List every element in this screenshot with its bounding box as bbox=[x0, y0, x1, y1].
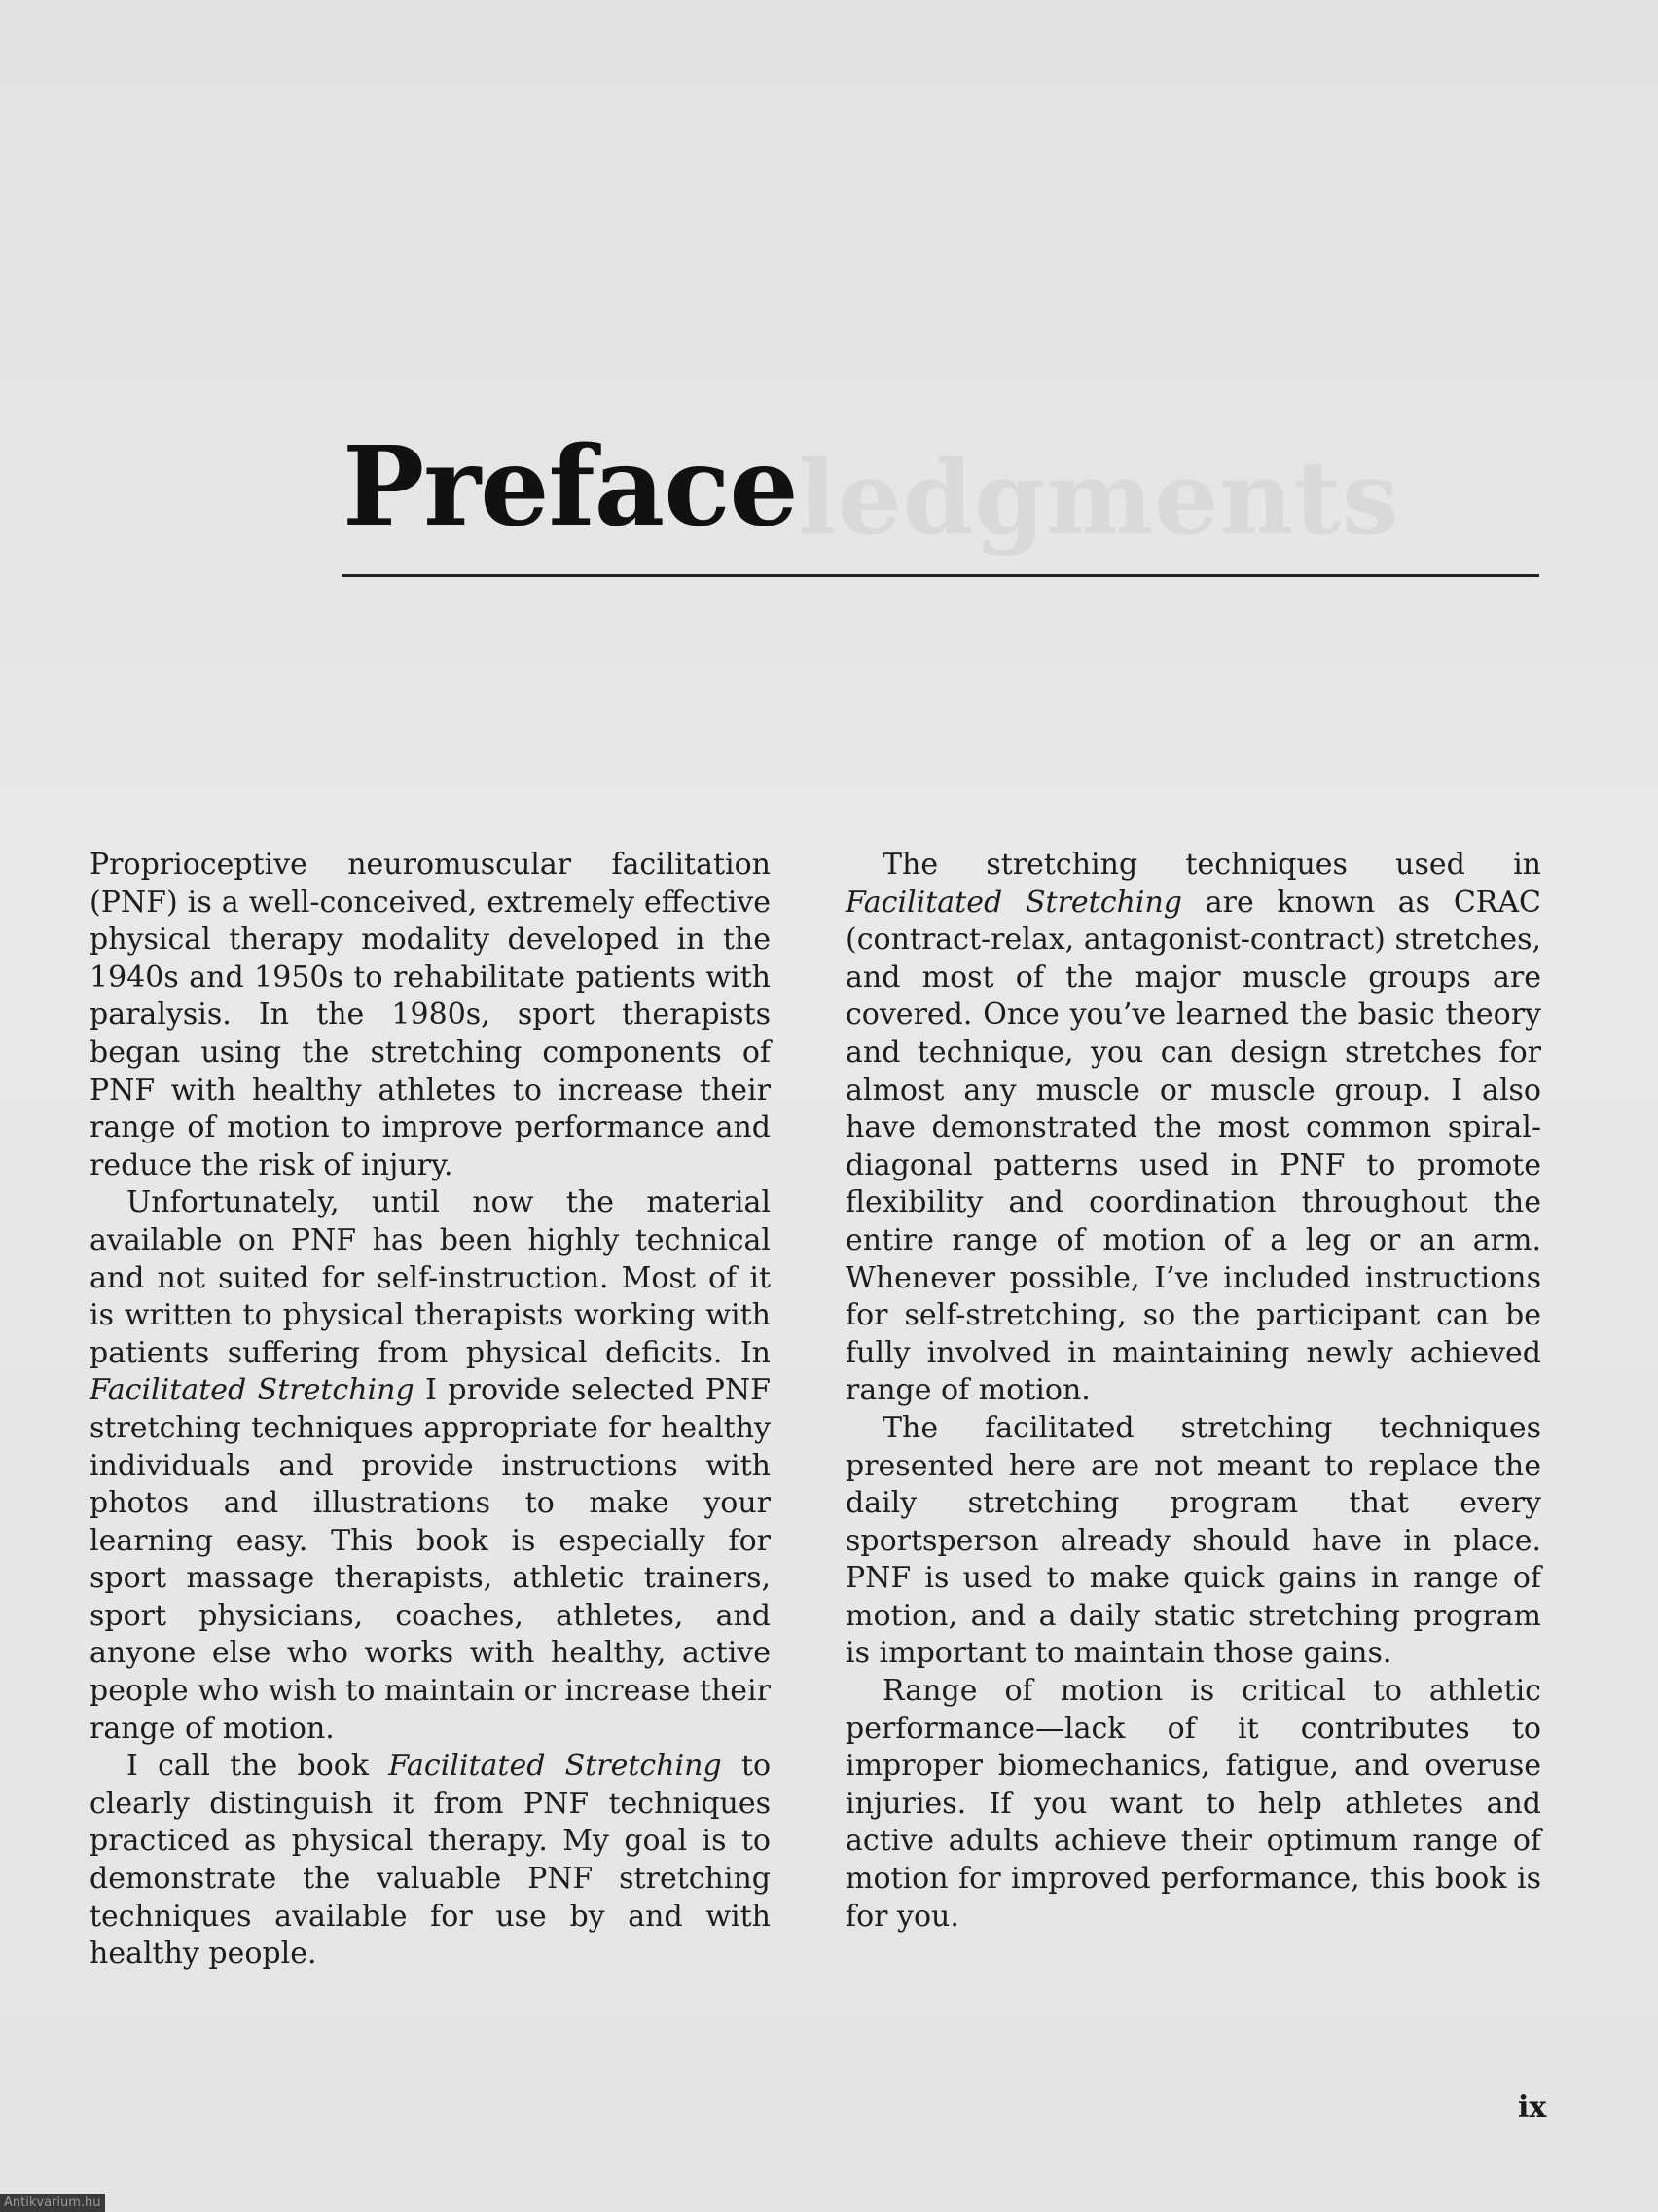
paragraph-1: Proprioceptive neuromuscular facilitation (PNF) is a well-conceived, extremely effective physical therapy modality developed in the 1940s and 1950s to rehabilitate patients with paralysis. In the 1980s, sport therapists began using the stretching components of PNF with healthy athletes to increase their range of motion to improve performance and reduce the risk of injury. bbox=[90, 848, 771, 1182]
paragraph-4 bbox=[846, 847, 1541, 1410]
source-watermark: Antikvarium.hu bbox=[0, 2194, 105, 2212]
paragraph-2 bbox=[90, 1184, 771, 1748]
paragraph-5: The facilitated stretching techniques presented here are not meant to replace the daily stretching program that every sportsperson already should have in place. PNF is used to make quick gains in range of motion, and a daily static stretching program is important to maintain those gains. bbox=[846, 1410, 1541, 1671]
paragraph-3-text-b: to clearly distinguish it from PNF techniques practiced as physical therapy. My goal is to demonstrate the valuable PNF stretching techniques available for use by and with healthy people. bbox=[90, 1749, 772, 1972]
book-title-emphasis: Facilitated Stretching bbox=[90, 1373, 414, 1408]
paragraph-2-text-b: I provide selected PNF stretching techniques appropriate for healthy individuals and provide instructions with photos and illustrations to make your learning easy. This book is especially for sport massage therapists, athletic trainers, sport physicians, coaches, athletes, and anyone else who works with healthy, active people who wish to maintain or increase their range of motion. bbox=[90, 1373, 772, 1746]
paragraph-2-text-a: Unfortunately, until now the material available on PNF has been highly technical and not suited for self-instruction. Most of it is written to physical therapists working with patients suffering from physical deficits. In bbox=[90, 1185, 771, 1370]
left-column bbox=[90, 847, 771, 1974]
book-title-emphasis: Facilitated Stretching bbox=[388, 1749, 722, 1784]
title-rule bbox=[342, 574, 1539, 577]
page-number: ix bbox=[1518, 2090, 1547, 2124]
page-title: Preface bbox=[342, 423, 798, 551]
paragraph-3-text-a: I call the book bbox=[126, 1749, 389, 1784]
paragraph-6: Range of motion is critical to athletic performance—lack of it contributes to improper biomechanics, fatigue, and overuse injuries. If you want to help athletes and active adults achieve their optimum range of motion for improved performance, this book is for you. bbox=[846, 1674, 1541, 1934]
right-column bbox=[846, 847, 1541, 1936]
paragraph-4-text-a: The stretching techniques used in bbox=[883, 848, 1541, 882]
book-title-emphasis: Facilitated Stretching bbox=[846, 885, 1182, 920]
paragraph-4-text-b: are known as CRAC (contract-relax, antagonist-contract) stretches, and most of the major muscle groups are covered. Once you’ve learned the basic theory and technique, you can design stretches for almost any muscle or muscle group. I also have demonstrated the most common spiral-diagonal patterns used in PNF to promote flexibility and coordination throughout the entire range of motion of a leg or an arm. Whenever possible, I’ve included instructions for self-stretching, so the participant can be fully involved in maintaining newly achieved range of motion. bbox=[846, 885, 1541, 1408]
show-through-text: ledgments bbox=[798, 438, 1400, 558]
paragraph-3 bbox=[90, 1748, 771, 1974]
